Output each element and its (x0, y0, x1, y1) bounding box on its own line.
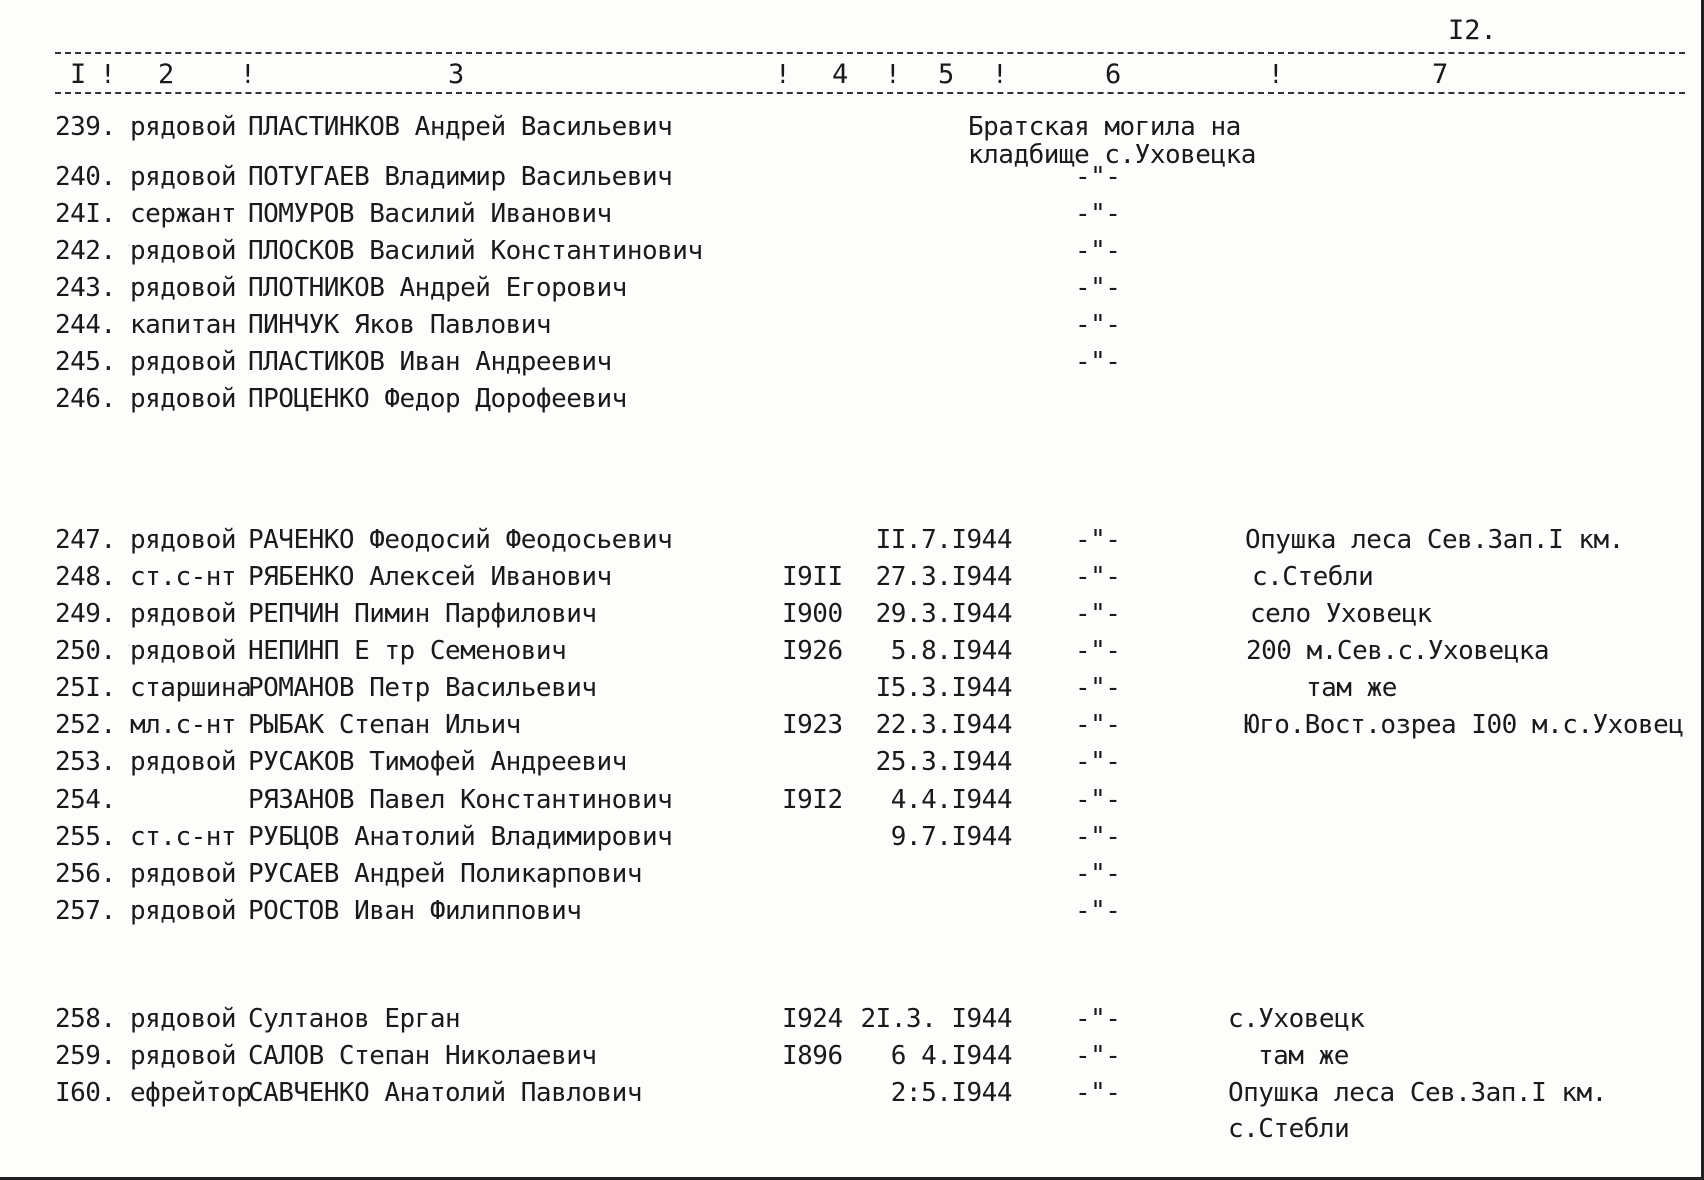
row-rank: сержант (130, 199, 237, 229)
row-burial-ditto: -"- (1075, 673, 1121, 703)
row-place: село Уховецк (1250, 599, 1432, 629)
row-death-date: 22.3.I944 (875, 710, 1012, 740)
row-number: 253. (55, 747, 116, 777)
row-death-date: II.7.I944 (875, 525, 1012, 555)
header-rule-top (55, 52, 1685, 54)
col-separator: ! (240, 60, 256, 90)
row-rank: рядовой (130, 859, 237, 889)
row-place: 200 м.Сев.с.Уховецка (1246, 636, 1550, 666)
row-burial-ditto: -"- (1075, 1004, 1121, 1034)
row-burial-ditto: -"- (1075, 310, 1121, 340)
row-name: НЕПИНП Е тр Семенович (248, 636, 567, 666)
row-place: Юго.Вост.озрea I00 м.с.Уховец (1244, 710, 1684, 740)
header-rule-bottom (55, 92, 1685, 94)
row-number: 248. (55, 562, 116, 592)
row-burial-ditto: -"- (1075, 747, 1121, 777)
row-name: РЕПЧИН Пимин Парфилович (248, 599, 597, 629)
burial-note-line2: кладбище с.Уховецка (968, 140, 1256, 170)
row-number: 256. (55, 859, 116, 889)
row-number: 257. (55, 896, 116, 926)
row-death-date: 2I.3. I944 (860, 1004, 1012, 1034)
row-burial-ditto: -"- (1075, 273, 1121, 303)
row-rank: рядовой (130, 599, 237, 629)
row-number: 24I. (55, 199, 116, 229)
row-number: 249. (55, 599, 116, 629)
row-burial-ditto: -"- (1075, 636, 1121, 666)
row-death-date: 2:5.I944 (890, 1078, 1012, 1108)
row-name: ПРОЦЕНКО Федор Дорофеевич (248, 384, 627, 414)
row-death-date: 9.7.I944 (890, 822, 1012, 852)
row-death-date: I5.3.I944 (875, 673, 1012, 703)
row-burial-ditto: -"- (1075, 562, 1121, 592)
row-name: РУБЦОВ Анатолий Владимирович (248, 822, 673, 852)
row-name: ПОМУРОВ Василий Иванович (248, 199, 612, 229)
row-number: 255. (55, 822, 116, 852)
row-name: РОМАНОВ Петр Васильевич (248, 673, 597, 703)
col-header-7: 7 (1432, 59, 1449, 90)
row-place: с.Уховецк (1228, 1004, 1365, 1034)
row-number: 25I. (55, 673, 116, 703)
col-separator: ! (992, 60, 1008, 90)
row-name: РУСАЕВ Андрей Поликарпович (248, 859, 642, 889)
row-birth-year: I924 (782, 1004, 843, 1034)
row-number: 242. (55, 236, 116, 266)
row-rank: капитан (130, 310, 237, 340)
page-number: I2. (1448, 15, 1497, 46)
row-number: 254. (55, 785, 116, 815)
row-number: 239. (55, 112, 116, 142)
row-place: Опушка леса Сев.Зап.I км. (1228, 1078, 1607, 1108)
row-burial-ditto: -"- (1075, 822, 1121, 852)
row-number: 245. (55, 347, 116, 377)
row-birth-year: I9II (782, 562, 843, 592)
row-rank: рядовой (130, 636, 237, 666)
row-burial-ditto: -"- (1075, 599, 1121, 629)
row-rank: мл.с-нт (130, 710, 237, 740)
col-separator: ! (1268, 60, 1284, 90)
row-name: ПОТУГАЕВ Владимир Васильевич (248, 162, 673, 192)
col-header-4: 4 (832, 59, 849, 90)
row-place: там же (1306, 673, 1397, 703)
row-place: там же (1258, 1041, 1349, 1071)
row-name: РЯЗАНОВ Павел Константинович (248, 785, 673, 815)
row-rank: рядовой (130, 384, 237, 414)
row-death-date: 4.4.I944 (890, 785, 1012, 815)
row-birth-year: I923 (782, 710, 843, 740)
row-death-date: 25.3.I944 (875, 747, 1012, 777)
row-birth-year: I926 (782, 636, 843, 666)
row-death-date: 29.3.I944 (875, 599, 1012, 629)
place-continuation: с.Стебли (1228, 1114, 1350, 1144)
row-burial-ditto: -"- (1075, 236, 1121, 266)
row-rank: ефрейтор (130, 1078, 252, 1108)
row-name: РЫБАК Степан Ильич (248, 710, 521, 740)
row-number: 240. (55, 162, 116, 192)
row-name: ПЛАСТИКОВ Иван Андреевич (248, 347, 612, 377)
row-name: ПЛАСТИНКОВ Андрей Васильевич (248, 112, 673, 142)
row-burial-ditto: -"- (1075, 162, 1121, 192)
burial-note-line1: Братская могила на (968, 112, 1241, 142)
col-separator: ! (775, 60, 791, 90)
col-separator: ! (100, 60, 116, 90)
row-birth-year: I900 (782, 599, 843, 629)
row-burial-ditto: -"- (1075, 785, 1121, 815)
row-name: ПЛОСКОВ Василий Константинович (248, 236, 703, 266)
row-rank: рядовой (130, 347, 237, 377)
row-name: ПЛОТНИКОВ Андрей Егорович (248, 273, 627, 303)
row-burial-ditto: -"- (1075, 710, 1121, 740)
row-rank: рядовой (130, 525, 237, 555)
row-name: ПИНЧУК Яков Павлович (248, 310, 552, 340)
row-number: 258. (55, 1004, 116, 1034)
row-rank: рядовой (130, 162, 237, 192)
row-burial-ditto: -"- (1075, 896, 1121, 926)
row-number: 244. (55, 310, 116, 340)
row-death-date: 5.8.I944 (890, 636, 1012, 666)
row-number: 252. (55, 710, 116, 740)
row-place: Опушка леса Сев.Зап.I км. (1245, 525, 1624, 555)
row-rank: рядовой (130, 747, 237, 777)
row-rank: рядовой (130, 273, 237, 303)
row-burial-ditto: -"- (1075, 525, 1121, 555)
row-death-date: 27.3.I944 (875, 562, 1012, 592)
row-rank: старшина (130, 673, 252, 703)
col-separator: ! (885, 60, 901, 90)
row-rank: рядовой (130, 896, 237, 926)
row-name: РАЧЕНКО Феодосий Феодосьевич (248, 525, 673, 555)
row-name: РЯБЕНКО Алексей Иванович (248, 562, 612, 592)
col-header-1: I (70, 59, 87, 90)
row-number: 250. (55, 636, 116, 666)
row-rank: рядовой (130, 1004, 237, 1034)
row-burial-ditto: -"- (1075, 1041, 1121, 1071)
row-burial-ditto: -"- (1075, 859, 1121, 889)
row-rank: рядовой (130, 236, 237, 266)
col-header-5: 5 (938, 59, 955, 90)
row-rank: рядовой (130, 112, 237, 142)
row-number: I60. (55, 1078, 116, 1108)
col-header-2: 2 (158, 59, 175, 90)
row-rank: рядовой (130, 1041, 237, 1071)
row-name: РОСТОВ Иван Филиппович (248, 896, 582, 926)
row-rank: ст.с-нт (130, 822, 237, 852)
row-name: РУСАКОВ Тимофей Андреевич (248, 747, 627, 777)
row-burial-ditto: -"- (1075, 347, 1121, 377)
row-number: 259. (55, 1041, 116, 1071)
col-header-6: 6 (1105, 59, 1122, 90)
row-burial-ditto: -"- (1075, 1078, 1121, 1108)
col-header-3: 3 (448, 59, 465, 90)
row-name: Султанов Ерган (248, 1004, 461, 1034)
row-birth-year: I896 (782, 1041, 843, 1071)
row-rank: ст.с-нт (130, 562, 237, 592)
row-birth-year: I9I2 (782, 785, 843, 815)
row-burial-ditto: -"- (1075, 199, 1121, 229)
row-number: 243. (55, 273, 116, 303)
row-death-date: 6 4.I944 (890, 1041, 1012, 1071)
row-number: 246. (55, 384, 116, 414)
row-name: САЛОВ Степан Николаевич (248, 1041, 597, 1071)
row-number: 247. (55, 525, 116, 555)
row-place: с.Стебли (1252, 562, 1374, 592)
row-name: САВЧЕНКО Анатолий Павлович (248, 1078, 642, 1108)
